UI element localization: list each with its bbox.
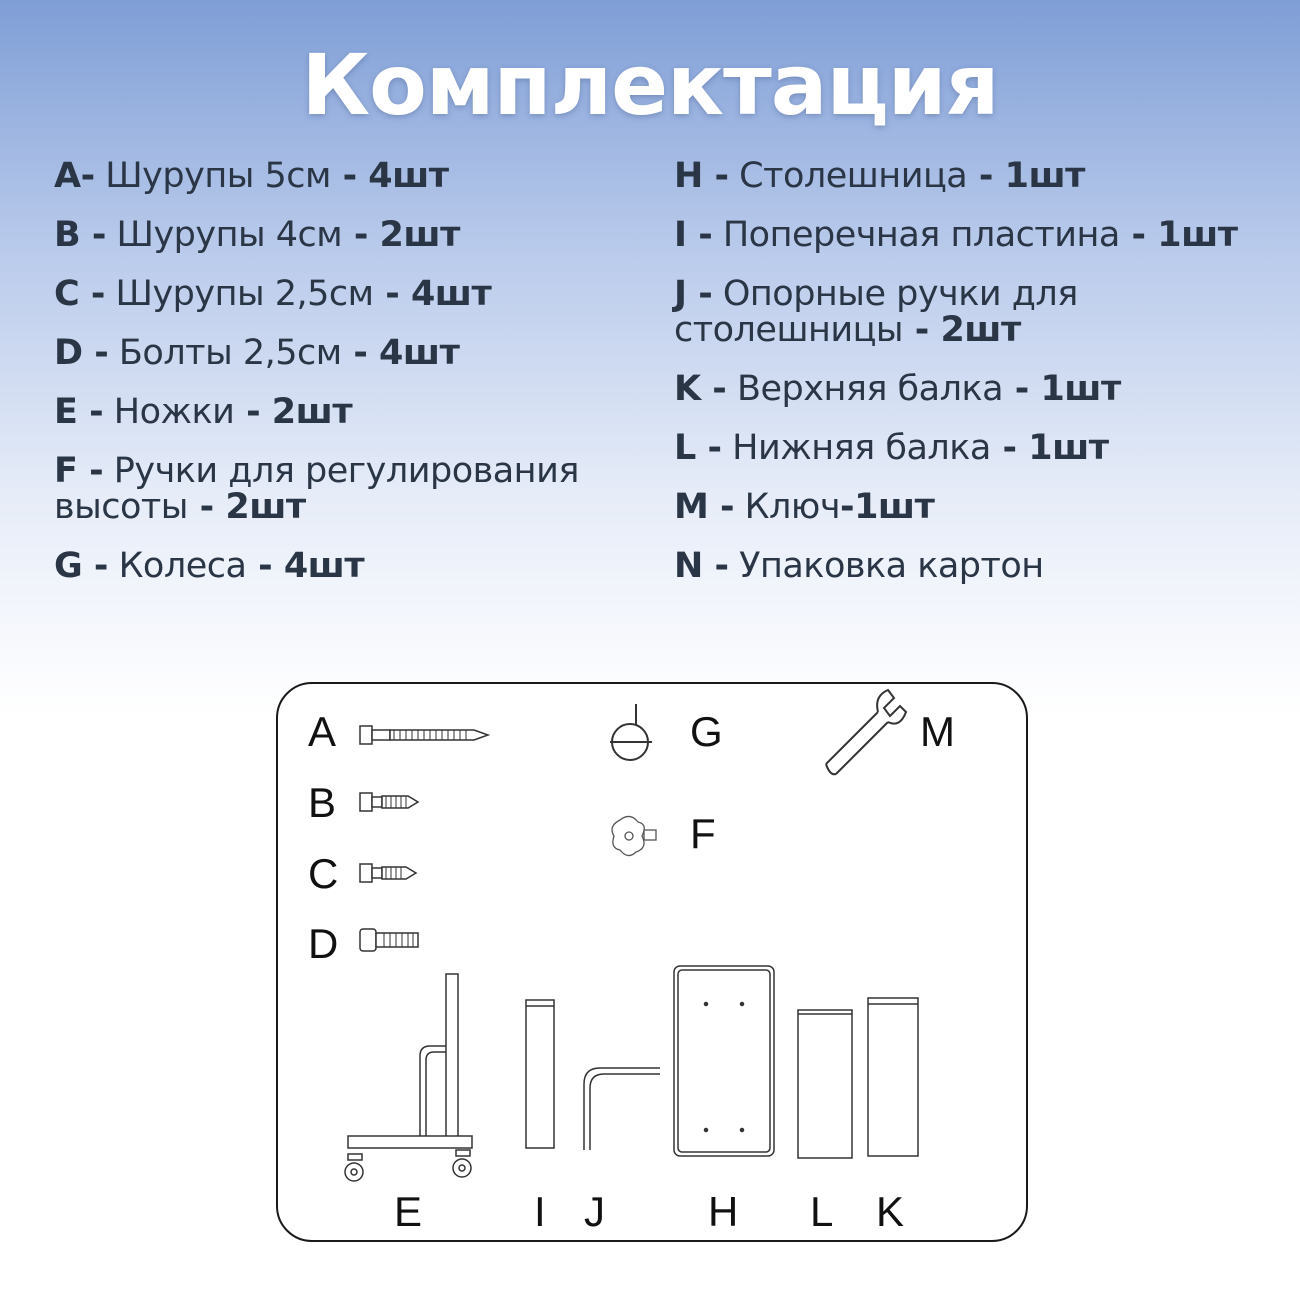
list-item-f: F - Ручки для регулирования высоты - 2шт — [54, 451, 579, 527]
wrench-m-icon — [826, 690, 906, 774]
diagram-label-e: E — [394, 1188, 423, 1235]
diagram-label-a: A — [308, 708, 337, 755]
knob-f-icon — [612, 816, 656, 855]
tabletop-h-icon — [674, 966, 774, 1156]
screw-a-icon — [360, 726, 488, 744]
handle-j-icon — [584, 1068, 660, 1150]
diagram-label-l: L — [810, 1188, 834, 1235]
diagram-label-c: C — [308, 850, 339, 897]
bolt-d-icon — [360, 929, 418, 951]
diagram-label-h: H — [708, 1188, 739, 1235]
diagram-label-f: F — [690, 810, 716, 857]
list-item-c: C - Шурупы 2,5см - 4шт — [54, 274, 492, 314]
diagram-label-d: D — [308, 920, 339, 967]
parts-diagram-svg — [278, 684, 1030, 1244]
list-item-g: G - Колеса - 4шт — [54, 546, 365, 586]
parts-list-right — [674, 158, 1294, 607]
diagram-label-k: K — [876, 1188, 905, 1235]
diagram-label-b: B — [308, 779, 337, 826]
list-item-d: D - Болты 2,5см - 4шт — [54, 333, 460, 373]
list-item-a: A- Шурупы 5см - 4шт — [54, 156, 449, 196]
parts-list-left — [54, 158, 654, 607]
list-item-k: K - Верхняя балка - 1шт — [674, 369, 1121, 409]
list-item-j: J - Опорные ручки для столешницы - 2шт — [674, 274, 1078, 350]
list-item-b: B - Шурупы 4см - 2шт — [54, 215, 460, 255]
page-title: Комплектация — [301, 36, 999, 134]
leg-e-icon — [345, 974, 472, 1181]
list-item-m: M - Ключ-1шт — [674, 487, 935, 527]
beam-k-icon — [868, 998, 918, 1156]
diagram-label-j: J — [584, 1188, 605, 1235]
wheel-g-icon — [610, 704, 652, 760]
list-item-i: I - Поперечная пластина - 1шт — [674, 215, 1238, 255]
list-item-e: E - Ножки - 2шт — [54, 392, 353, 432]
list-item-l: L - Нижняя балка - 1шт — [674, 428, 1109, 468]
parts-diagram — [276, 682, 1028, 1242]
diagram-label-g: G — [690, 708, 723, 755]
screw-c-icon — [360, 864, 416, 882]
plate-i-icon — [526, 1000, 554, 1148]
beam-l-icon — [798, 1010, 852, 1158]
screw-b-icon — [360, 793, 418, 811]
diagram-label-m: M — [920, 708, 955, 755]
diagram-label-i: I — [534, 1188, 546, 1235]
list-item-h: H - Столешница - 1шт — [674, 156, 1085, 196]
list-item-n: N - Упаковка картон — [674, 546, 1044, 586]
